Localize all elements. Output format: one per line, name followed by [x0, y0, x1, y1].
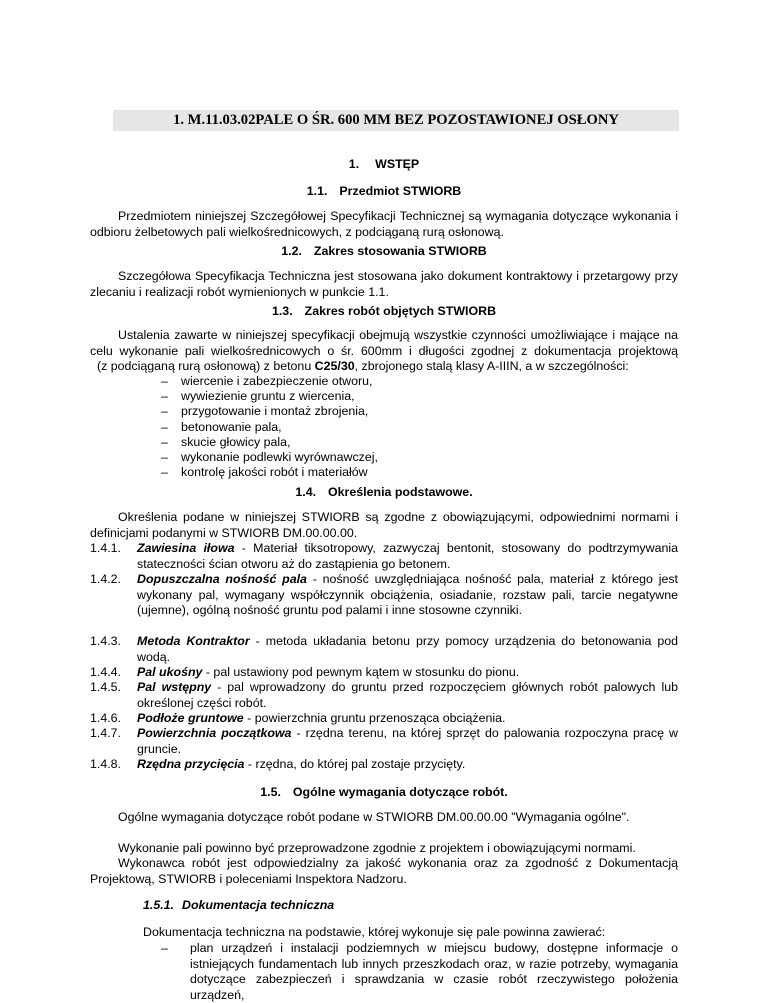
definition-term: Podłoże gruntowe	[137, 711, 244, 725]
heading-section-1-5: 1.5. Ogólne wymagania dotyczące robót.	[260, 785, 508, 799]
paragraph-1-5-general: Ogólne wymagania dotyczące robót podane w STWIORB DM.00.00.00 "Wymagania ogólne".	[118, 810, 630, 824]
paragraph-1-1: Przedmiotem niniejszej Szczegółowej Specyfikacji Technicznej są wymagania dotyczące wykonania i odbioru żelbetowych pali wielkośrednicowych, z podciąganą rurą osłonową.	[90, 209, 678, 239]
list-item: – wiercenie i zabezpieczenie otworu,	[161, 374, 378, 389]
heading-section-1-2: 1.2. Zakres stosowania STWIORB	[281, 244, 487, 258]
list-item: – wykonanie podlewki wyrównawczej,	[161, 450, 378, 465]
definition-term: Pal wstępny	[137, 680, 212, 694]
paragraph-1-3-continued: (z podciąganą rurą osłonową) z betonu C25/30, zbrojonego stalą klasy A-IIIN, a w szczególności:	[97, 359, 629, 373]
heading-section-1-4: 1.4. Określenia podstawowe.	[295, 485, 473, 499]
definition-term: Rzędna przycięcia	[137, 757, 245, 771]
document-title: 1. M.11.03.02PALE O ŚR. 600 MM BEZ POZOSTAWIONEJ OSŁONY	[173, 112, 619, 128]
definition-term: Metoda Kontraktor	[137, 634, 250, 648]
paragraph-1-3: Ustalenia zawarte w niniejszej specyfikacji obejmują wszystkie czynności umożliwiające i mające na celu wykonanie pali wielkośrednicowych o śr. 600mm i długości zgodnej z dokumentacja projektową	[90, 328, 678, 358]
list-item: – skucie głowicy pala,	[161, 435, 378, 450]
paragraph-1-5-responsibility: Wykonawca robót jest odpowiedzialny za jakość wykonania oraz za zgodność z Dokumentacją Projektową, STWIORB i poleceniami Inspektora Nadzoru.	[90, 856, 678, 886]
concrete-class: C25/30	[314, 359, 355, 373]
heading-section-1: 1. WSTĘP	[348, 157, 420, 171]
list-item: – przygotowanie i montaż zbrojenia,	[161, 404, 378, 419]
paragraph-1-5-1: Dokumentacja techniczna na podstawie, której wykonuje się pale powinna zawierać:	[143, 925, 606, 939]
list-item: – wywiezienie gruntu z wiercenia,	[161, 389, 378, 404]
document-page: 1. M.11.03.02PALE O ŚR. 600 MM BEZ POZOSTAWIONEJ OSŁONY 1. WSTĘP 1.1. Przedmiot STWIORB Przedmiotem niniejszej Szczegółowej Specyfikacji Technicznej są wymagania dotyczące wykonania i odbioru żelbetowych pali wielkośrednicowych, z podciąganą rurą osłonową. 1.2. Zakres stosowania STWIORB Szczegółowa Specyfikacja Techniczna jest stosowana jako dokument kontraktowy i przetargowy przy zlecaniu i realizacji robót wymienionych w punkcie 1.1. 1.3. Zakres robót objętych STWIORB Ustalenia zawarte w niniejszej specyfikacji obejmują wszystkie czynności umożliwiające i mające na celu wykonanie pali wielkośrednicowych o śr. 600mm i długości zgodnej z dokumentacja projektową (z podciąganą rurą osłonową) z betonu C25/30, zbrojonego stalą klasy A-IIIN, a w szczególności: – wiercenie i zabezpieczenie otworu, – wywiezienie gruntu z wiercenia, – przygotowanie i montaż zbrojenia, – betonowanie pala, – skucie głowicy pala, – wykonanie podlewki wyrównawczej, – kontrolę jakości robót i materiałów 1.4. Określenia podstawowe. Określenia podane w niniejszej STWIORB są zgodne z obowiązującymi, odpowiednimi normami i definicjami podanymi w STWIORB DM.00.00.00. 1.4.1. Zawiesina iłowa - Materiał tiksotropowy, zazwyczaj bentonit, stosowany do podtrzymywania stateczności ścian otworu aż do zastąpienia go betonem. 1.4.2. Dopuszczalna nośność pala - nośność uwzględniająca nośność pala, materiał z którego jest wykonany pal, wymagany współczynnik obciążenia, osiadanie, rozstaw pali, tarcie negatywne (ujemne), ogólną nośność gruntu pod palami i inne stosowne czynniki. 1.4.3. Metoda Kontraktor - metoda układania betonu przy pomocy urządzenia do betonowania pod wodą. 1.4.4. Pal ukośny - pal ustawiony pod pewnym kątem w stosunku do pionu. 1.4.5. Pal wstępny - pal wprowadzony do gruntu przed rozpoczęciem głównych robót palowych lub określonej części robót. 1.4.6. Podłoże gruntowe - powierzchnia gruntu przenosząca obciążenia. 1.4.7. Powierzchnia początkowa - rzędna terenu, na której sprzęt do palowania rozpoczyna pracę w gruncie. 1.4.8. Rzędna przycięcia - rzędna, do której pal zostaje przycięty. 1.5. Ogólne wymagania dotyczące robót. Ogólne wymagania dotyczące robót podane w STWIORB DM.00.00.00 "Wymagania ogólne". Wykonanie pali powinno być przeprowadzone zgodnie z projektem i obowiązującymi normami. Wykonawca robót jest odpowiedzialny za jakość wykonania oraz za zgodność z Dokumentacją Projektową, STWIORB i poleceniami Inspektora Nadzoru. 1.5.1. Dokumentacja techniczna Dokumentacja techniczna na podstawie, której wykonuje się pale powinna zawierać: – plan urządzeń i instalacji podziemnych w miejscu budowy, dostępne informacje o istniejących fundamentach lub innych przeszkodach oraz, w razie potrzeby, wymagania dotyczące zabezpieczeń i sprawdzania w czasie robót rzeczywistego położenia urządzeń,	[0, 0, 768, 994]
paragraph-1-2: Szczegółowa Specyfikacja Techniczna jest stosowana jako dokument kontraktowy i przetargowy przy zlecaniu i realizacji robót wymienionych w punkcie 1.1.	[90, 269, 678, 299]
heading-section-1-3: 1.3. Zakres robót objętych STWIORB	[271, 304, 497, 318]
definition-term: Zawiesina iłowa	[137, 541, 235, 555]
paragraph-1-5-execution: Wykonanie pali powinno być przeprowadzone zgodnie z projektem i obowiązującymi normami.	[118, 841, 636, 855]
heading-section-1-1: 1.1. Przedmiot STWIORB	[306, 184, 462, 198]
definition-term: Pal ukośny	[137, 665, 203, 679]
definition-term: Powierzchnia początkowa	[137, 726, 292, 740]
scope-list	[161, 374, 378, 480]
heading-section-1-5-1: 1.5.1. Dokumentacja techniczna	[143, 898, 335, 912]
paragraph-1-4: Określenia podane w niniejszej STWIORB są zgodne z obowiązującymi, odpowiednimi normami i definicjami podanymi w STWIORB DM.00.00.00.	[90, 510, 678, 540]
list-item: – kontrolę jakości robót i materiałów	[161, 465, 378, 480]
definition-term: Dopuszczalna nośność pala	[137, 572, 307, 586]
list-item: – betonowanie pala,	[161, 420, 378, 435]
list-item: – plan urządzeń i instalacji podziemnych w miejscu budowy, dostępne informacje o istniejących fundamentach lub innych przeszkodach oraz, w razie potrzeby, wymagania dotyczące zabezpieczeń i sprawdzania w czasie robót rzeczywistego położenia urządzeń,	[161, 941, 678, 1003]
